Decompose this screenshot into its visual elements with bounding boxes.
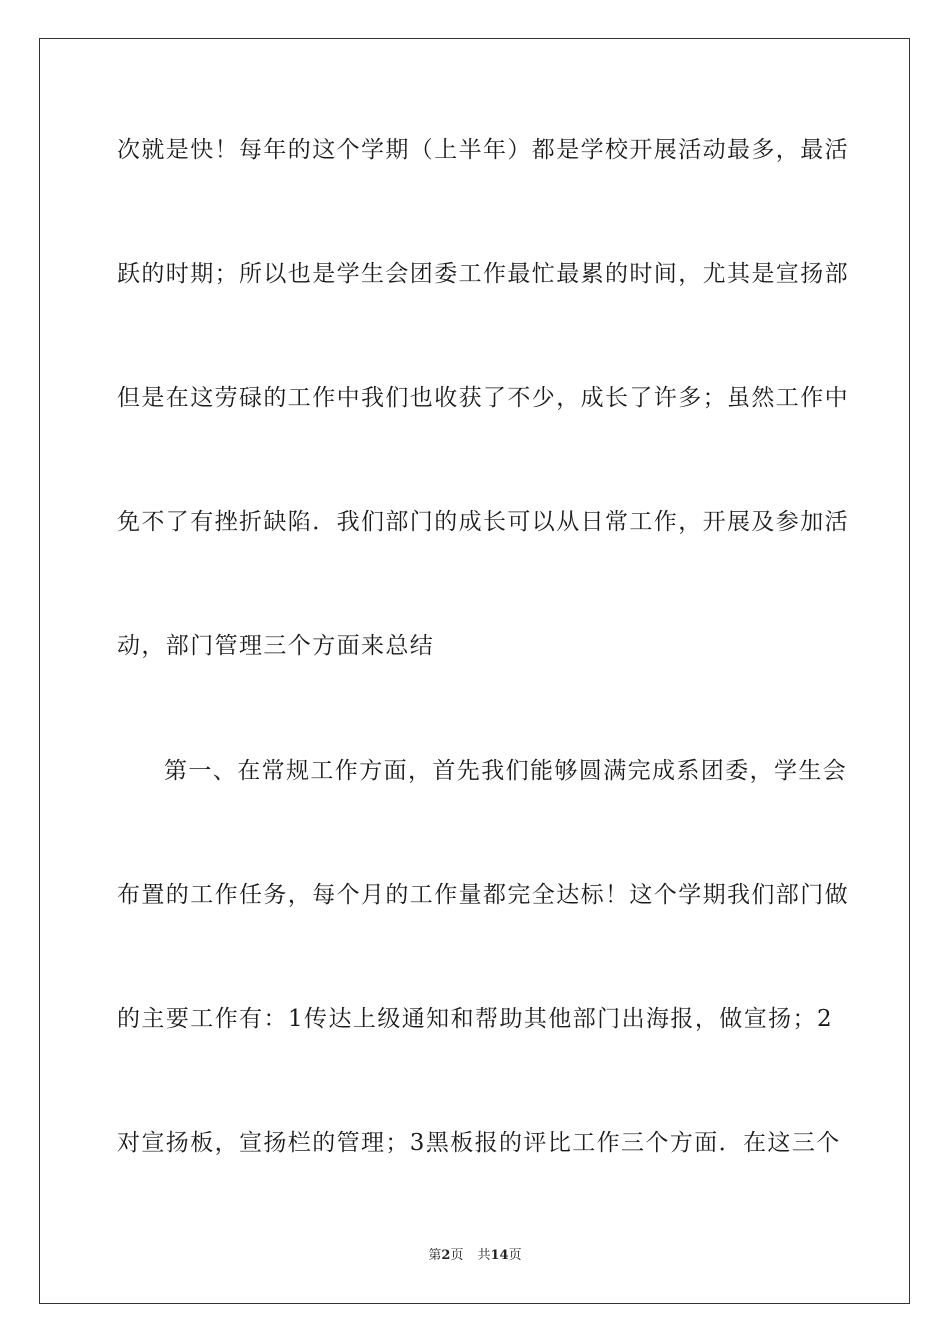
text-line: 的主要工作有：1传达上级通知和帮助其他部门出海报，做宣扬；2 [117, 1006, 833, 1032]
page-frame [39, 38, 910, 1304]
text-line: 动，部门管理三个方面来总结 [117, 633, 435, 659]
text-line: 对宣扬板，宣扬栏的管理；3黑板报的评比工作三个方面．在这三个 [117, 1130, 841, 1156]
text-line: 布置的工作任务，每个月的工作量都完全达标！这个学期我们部门做 [117, 882, 849, 908]
total-pages: 14 [490, 1248, 509, 1263]
total-suffix: 页 [508, 1248, 522, 1263]
total-prefix: 共 [477, 1248, 491, 1263]
text-line: 免不了有挫折缺陷．我们部门的成长可以从日常工作，开展及参加活 [117, 509, 849, 535]
paragraph-first-line: 第一、在常规工作方面，首先我们能够圆满完成系团委，学生会 [164, 758, 848, 784]
text-line: 跃的时期；所以也是学生会团委工作最忙最累的时间，尤其是宣扬部 [117, 261, 849, 287]
page-suffix: 页 [450, 1248, 464, 1263]
text-line: 次就是快！每年的这个学期（上半年）都是学校开展活动最多，最活 [117, 137, 849, 163]
page-footer [0, 1246, 950, 1266]
text-line: 但是在这劳碌的工作中我们也收获了不少，成长了许多；虽然工作中 [117, 385, 849, 411]
page-number: 2 [441, 1248, 451, 1263]
page-prefix: 第 [428, 1248, 442, 1263]
